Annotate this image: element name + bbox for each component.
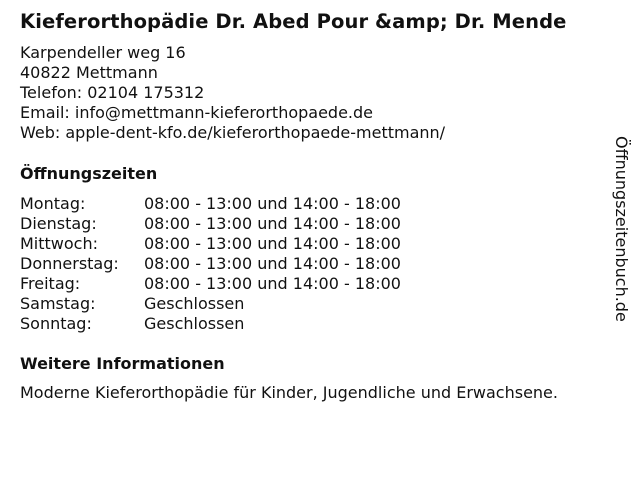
hours-row: [20, 234, 401, 254]
info-text: Moderne Kieferorthopädie für Kinder, Jugendliche und Erwachsene.: [20, 383, 558, 402]
time-value: 08:00 - 13:00 und 14:00 - 18:00: [144, 274, 401, 293]
time-value: 08:00 - 13:00 und 14:00 - 18:00: [144, 194, 401, 213]
time-value: 08:00 - 13:00 und 14:00 - 18:00: [144, 234, 401, 253]
day-label: Sonntag:: [20, 314, 92, 333]
day-label: Freitag:: [20, 274, 81, 293]
city: 40822 Mettmann: [20, 63, 158, 82]
day-label: Samstag:: [20, 294, 96, 313]
phone: Telefon: 02104 175312: [20, 83, 205, 102]
time-value: Geschlossen: [144, 294, 245, 313]
hours-row: [20, 254, 401, 274]
page-title: Kieferorthopädie Dr. Abed Pour &amp; Dr. Mende: [20, 10, 567, 33]
time-value: 08:00 - 13:00 und 14:00 - 18:00: [144, 214, 401, 233]
street: Karpendeller weg 16: [20, 43, 186, 62]
hours-row: [20, 274, 401, 294]
hours-row: [20, 294, 401, 314]
hours-row: [20, 214, 401, 234]
hours-table: [20, 194, 401, 334]
address-block: [20, 43, 445, 143]
time-value: 08:00 - 13:00 und 14:00 - 18:00: [144, 254, 401, 273]
hours-row: [20, 194, 401, 214]
info-heading: Weitere Informationen: [20, 354, 225, 373]
website: Web: apple-dent-kfo.de/kieferorthopaede-mettmann/: [20, 123, 446, 142]
day-label: Dienstag:: [20, 214, 97, 233]
hours-row: [20, 314, 401, 334]
brand-watermark: Öffnungszeitenbuch.de: [612, 136, 631, 322]
day-label: Donnerstag:: [20, 254, 119, 273]
email: Email: info@mettmann-kieferorthopaede.de: [20, 103, 374, 122]
day-label: Montag:: [20, 194, 86, 213]
day-label: Mittwoch:: [20, 234, 98, 253]
time-value: Geschlossen: [144, 314, 245, 333]
hours-heading: Öffnungszeiten: [20, 164, 158, 183]
